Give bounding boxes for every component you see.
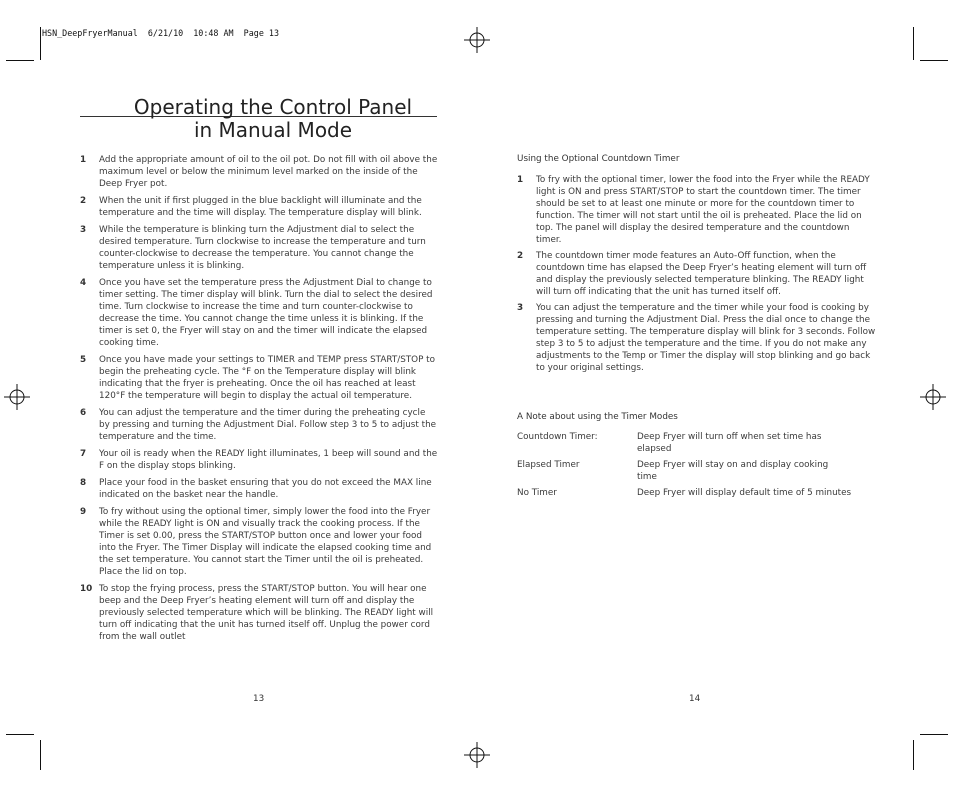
page-number-right: 14 (689, 694, 701, 704)
step-item (80, 154, 438, 190)
step-text: To fry with the optional timer, lower the food into the Fryer while the READY light is ON and press START/STOP to start the countdown timer. The timer should be set to at least one minute or more for the countdown timer to function. The timer will not start until the oil is preheated. Place the lid on top. The panel will display the desired temperature and the countdown timer. (536, 175, 870, 245)
step-text: To fry without using the optional timer, simply lower the food into the Fryer while the READY light is ON and visually track the cooking process. If the Timer is set 0.00, press the START/STOP button once and lower your food into the Fryer. The Timer Display will indicate the elapsed cooking time and the set temperature. You cannot start the Timer until the oil is preheated. Place the lid on top. (99, 507, 432, 577)
timer-mode-name: Elapsed Timer (517, 460, 580, 470)
page-title-line2: in Manual Mode (193, 118, 353, 142)
page-number-left: 13 (253, 694, 265, 704)
step-number: 2 (80, 196, 87, 206)
timer-mode-description: Deep Fryer will stay on and display cooking time (637, 460, 829, 482)
step-item (80, 277, 438, 349)
step-text: Add the appropriate amount of oil to the oil pot. Do not fill with oil above the maximum level or below the minimum level marked on the inside of the Deep Fryer pot. (99, 155, 438, 189)
step-text: The countdown timer mode features an Auto-Off function, when the countdown time has elapsed the Deep Fryer’s heating element will turn off and display the previously selected temperature blinking. The READY light will turn off indicating that the unit has turned itself off. (536, 251, 867, 297)
step-text: Place your food in the basket ensuring that you do not exceed the MAX line indicated on the basket near the handle. (99, 478, 432, 500)
step-number: 10 (80, 584, 93, 594)
page-title-line1: Operating the Control Panel (133, 95, 413, 119)
registration-mark-bottom (464, 742, 490, 768)
step-number: 1 (80, 155, 87, 165)
timer-mode-description: Deep Fryer will display default time of 5 minutes (637, 488, 852, 498)
printer-slug: HSN_DeepFryerManual 6/21/10 10:48 AM Page 13 (42, 28, 279, 38)
step-number: 8 (80, 478, 87, 488)
step-item (80, 354, 438, 402)
step-number: 4 (80, 278, 87, 288)
registration-mark-left (4, 384, 30, 410)
timer-mode-description: Deep Fryer will turn off when set time has elapsed (637, 432, 822, 454)
step-item (80, 407, 438, 443)
step-text: Your oil is ready when the READY light illuminates, 1 beep will sound and the F on the display stops blinking. (99, 449, 438, 471)
step-item (80, 224, 438, 272)
step-item (80, 448, 438, 472)
step-number: 3 (80, 225, 87, 235)
page-title (108, 96, 438, 142)
step-item (80, 583, 438, 643)
timer-modes-heading: A Note about using the Timer Modes (517, 412, 678, 422)
step-number: 3 (517, 303, 524, 313)
step-number: 1 (517, 175, 524, 185)
step-item (517, 174, 877, 246)
step-text: You can adjust the temperature and the timer while your food is cooking by pressing and turning the Adjustment Dial. Press the dial once to change the temperature setting. The temperature display will blink for 3 seconds. Follow step 3 to 5 to adjust the temperature and the time. If you do not make any adjustments to the Temp or Timer the display will stop blinking and go back to your original settings. (536, 303, 876, 373)
step-number: 9 (80, 507, 87, 517)
step-number: 2 (517, 251, 524, 261)
step-item (80, 506, 438, 578)
step-text: While the temperature is blinking turn the Adjustment dial to select the desired temperature. Turn clockwise to increase the temperature and turn counter-clockwise to decrease the temperature. You cannot change the temperature unless it is blinking. (99, 225, 426, 271)
step-number: 5 (80, 355, 87, 365)
timer-mode-name: Countdown Timer: (517, 432, 598, 442)
step-text: When the unit if first plugged in the blue backlight will illuminate and the temperature and the time will display. The temperature display will blink. (99, 196, 422, 218)
step-number: 7 (80, 449, 87, 459)
step-item (517, 250, 877, 298)
step-item (517, 302, 877, 374)
manual-mode-steps (80, 154, 438, 648)
countdown-timer-steps (517, 174, 877, 378)
step-item (80, 195, 438, 219)
registration-mark-right (920, 384, 946, 410)
registration-mark-top (464, 27, 490, 53)
step-number: 6 (80, 408, 87, 418)
countdown-timer-heading: Using the Optional Countdown Timer (517, 154, 680, 164)
step-item (80, 477, 438, 501)
timer-mode-name: No Timer (517, 488, 557, 498)
step-text: Once you have made your settings to TIMER and TEMP press START/STOP to begin the preheating cycle. The °F on the Temperature display will blink indicating that the fryer is preheating. Once the oil has reached at least 120°F the temperature will begin to display the actual oil temperature. (99, 355, 436, 401)
step-text: Once you have set the temperature press the Adjustment Dial to change to timer setting. The timer display will blink. Turn the dial to select the desired time. Turn clockwise to increase the time and turn counter-clockwise to decrease the time. You cannot change the time unless it is blinking. If the timer is set 0, the Fryer will stay on and the timer will indicate the elapsed cooking time. (99, 278, 433, 348)
step-text: You can adjust the temperature and the timer during the preheating cycle by pressing and turning the Adjustment Dial. Follow step 3 to 5 to adjust the temperature and the time. (99, 408, 437, 442)
step-text: To stop the frying process, press the START/STOP button. You will hear one beep and the Deep Fryer’s heating element will turn off and display the previously selected temperature which will be blinking. The READY light will turn off indicating that the unit has turned itself off. Unplug the power cord from the wall outlet (99, 584, 434, 642)
